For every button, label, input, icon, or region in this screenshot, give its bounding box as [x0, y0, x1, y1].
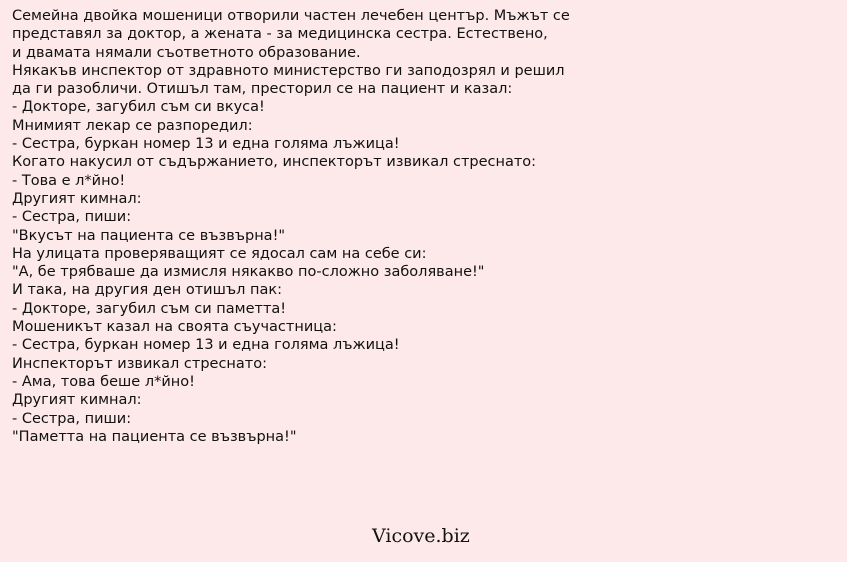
text-line: - Докторе, загубил съм си паметта!	[12, 300, 287, 317]
text-line: - Сестра, пиши:	[12, 410, 132, 427]
text-line: На улицата проверяващият се ядосал сам на себе си:	[12, 245, 427, 262]
text-line: И така, на другия ден отишъл пак:	[12, 282, 282, 299]
text-line: Инспекторът извикал стреснато:	[12, 355, 267, 372]
text-line: - Това е л*йно!	[12, 172, 126, 189]
text-line: Някакъв инспектор от здравното министерство ги заподозрял и решил	[12, 62, 565, 79]
joke-text	[12, 7, 842, 446]
text-line: Мнимият лекар се разпоредил:	[12, 117, 253, 134]
text-line: - Сестра, буркан номер 13 и една голяма лъжица!	[12, 136, 400, 153]
text-line: представял за доктор, а жената - за медицинска сестра. Естествено,	[12, 26, 548, 43]
text-line: да ги разобличи. Отишъл там, престорил се на пациент и казал:	[12, 81, 513, 98]
text-line: "А, бе трябваше да измисля някакво по-сложно заболяване!"	[12, 264, 485, 281]
text-line: - Ама, това беше л*йно!	[12, 373, 195, 390]
text-line: Другият кимнал:	[12, 392, 142, 409]
site-watermark: Vicove.biz	[372, 525, 470, 547]
text-line: "Вкусът на пациента се възвърна!"	[12, 227, 286, 244]
text-line: - Сестра, буркан номер 13 и една голяма лъжица!	[12, 337, 400, 354]
text-line: Семейна двойка мошеници отворили частен лечебен център. Мъжът се	[12, 8, 570, 24]
text-line: Мошеникът казал на своята съучастница:	[12, 319, 337, 336]
text-line: - Докторе, загубил съм си вкуса!	[12, 99, 265, 116]
text-line: - Сестра, пиши:	[12, 209, 132, 226]
text-line: и двамата нямали съответното образование.	[12, 44, 361, 61]
text-line: "Паметта на пациента се възвърна!"	[12, 428, 297, 445]
text-line: Когато накусил от съдържанието, инспекторът извикал стреснато:	[12, 154, 537, 171]
text-line: Другият кимнал:	[12, 190, 142, 207]
